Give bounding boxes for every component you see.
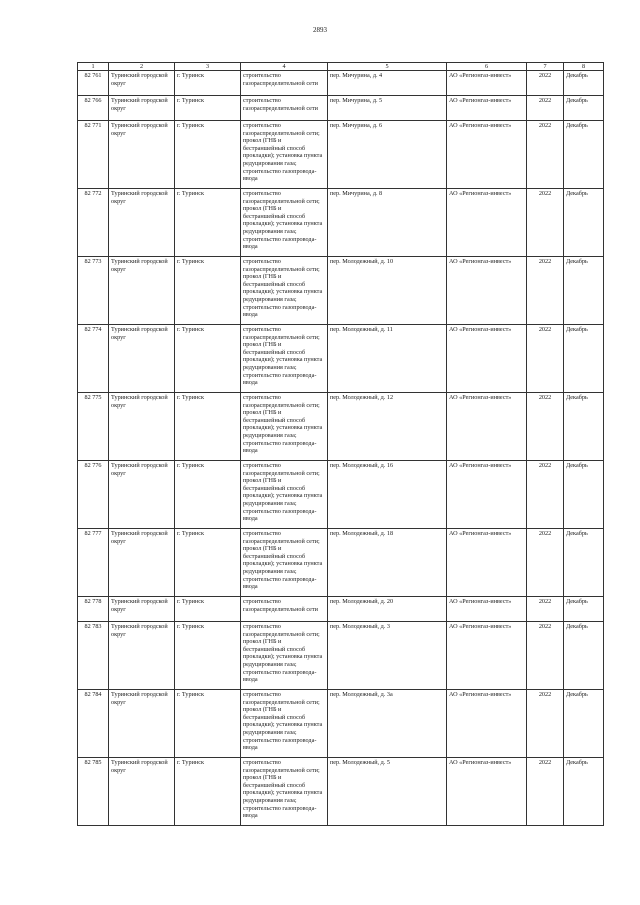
row-number-cell: 82 783 <box>78 622 109 690</box>
locality-cell: г. Туринск <box>175 529 241 597</box>
registry-table <box>77 62 604 826</box>
table-row <box>78 71 604 96</box>
month-cell: Декабрь <box>564 325 604 393</box>
organization-cell: АО «Регионгаз-инвест» <box>447 71 527 96</box>
row-number-cell: 82 784 <box>78 690 109 758</box>
row-number-cell: 82 766 <box>78 96 109 121</box>
address-cell: пер. Молодежный, д. 16 <box>328 461 447 529</box>
row-number-cell: 82 771 <box>78 121 109 189</box>
district-cell: Туринский городской округ <box>109 597 175 622</box>
table-row <box>78 597 604 622</box>
page-number: 2893 <box>313 26 327 34</box>
work-type-cell: строительство газораспределительной сети; прокол (ГНБ и бестраншейный способ прокладки); установка пункта редуцирования газа; строительство газопровода-ввода <box>241 189 328 257</box>
table-header-row <box>78 63 604 71</box>
month-cell: Декабрь <box>564 529 604 597</box>
work-type-cell: строительство газораспределительной сети <box>241 597 328 622</box>
district-cell: Туринский городской округ <box>109 393 175 461</box>
work-type-cell: строительство газораспределительной сети; прокол (ГНБ и бестраншейный способ прокладки); установка пункта редуцирования газа; строительство газопровода-ввода <box>241 257 328 325</box>
district-cell: Туринский городской округ <box>109 325 175 393</box>
locality-cell: г. Туринск <box>175 96 241 121</box>
work-type-cell: строительство газораспределительной сети; прокол (ГНБ и бестраншейный способ прокладки); установка пункта редуцирования газа; строительство газопровода-ввода <box>241 529 328 597</box>
locality-cell: г. Туринск <box>175 325 241 393</box>
year-cell: 2022 <box>527 71 564 96</box>
work-type-cell: строительство газораспределительной сети; прокол (ГНБ и бестраншейный способ прокладки); установка пункта редуцирования газа; строительство газопровода-ввода <box>241 325 328 393</box>
locality-cell: г. Туринск <box>175 461 241 529</box>
address-cell: пер. Мичурина, д. 4 <box>328 71 447 96</box>
column-header: 5 <box>328 63 447 71</box>
year-cell: 2022 <box>527 257 564 325</box>
month-cell: Декабрь <box>564 597 604 622</box>
locality-cell: г. Туринск <box>175 121 241 189</box>
district-cell: Туринский городской округ <box>109 690 175 758</box>
organization-cell: АО «Регионгаз-инвест» <box>447 597 527 622</box>
organization-cell: АО «Регионгаз-инвест» <box>447 96 527 121</box>
district-cell: Туринский городской округ <box>109 189 175 257</box>
locality-cell: г. Туринск <box>175 622 241 690</box>
address-cell: пер. Молодежный, д. 11 <box>328 325 447 393</box>
address-cell: пер. Мичурина, д. 6 <box>328 121 447 189</box>
year-cell: 2022 <box>527 189 564 257</box>
table-row <box>78 325 604 393</box>
locality-cell: г. Туринск <box>175 257 241 325</box>
table-row <box>78 96 604 121</box>
table-row <box>78 758 604 826</box>
year-cell: 2022 <box>527 690 564 758</box>
work-type-cell: строительство газораспределительной сети; прокол (ГНБ и бестраншейный способ прокладки); установка пункта редуцирования газа; строительство газопровода-ввода <box>241 622 328 690</box>
month-cell: Декабрь <box>564 622 604 690</box>
column-header: 7 <box>527 63 564 71</box>
work-type-cell: строительство газораспределительной сети; прокол (ГНБ и бестраншейный способ прокладки); установка пункта редуцирования газа; строительство газопровода-ввода <box>241 393 328 461</box>
organization-cell: АО «Регионгаз-инвест» <box>447 189 527 257</box>
locality-cell: г. Туринск <box>175 71 241 96</box>
work-type-cell: строительство газораспределительной сети <box>241 96 328 121</box>
month-cell: Декабрь <box>564 690 604 758</box>
column-header: 8 <box>564 63 604 71</box>
month-cell: Декабрь <box>564 393 604 461</box>
year-cell: 2022 <box>527 461 564 529</box>
row-number-cell: 82 774 <box>78 325 109 393</box>
table-row <box>78 393 604 461</box>
year-cell: 2022 <box>527 622 564 690</box>
district-cell: Туринский городской округ <box>109 71 175 96</box>
table-row <box>78 121 604 189</box>
work-type-cell: строительство газораспределительной сети; прокол (ГНБ и бестраншейный способ прокладки); установка пункта редуцирования газа; строительство газопровода-ввода <box>241 461 328 529</box>
month-cell: Декабрь <box>564 257 604 325</box>
district-cell: Туринский городской округ <box>109 758 175 826</box>
work-type-cell: строительство газораспределительной сети <box>241 71 328 96</box>
locality-cell: г. Туринск <box>175 758 241 826</box>
year-cell: 2022 <box>527 393 564 461</box>
table-row <box>78 622 604 690</box>
table-row <box>78 461 604 529</box>
month-cell: Декабрь <box>564 461 604 529</box>
column-header: 4 <box>241 63 328 71</box>
locality-cell: г. Туринск <box>175 690 241 758</box>
row-number-cell: 82 775 <box>78 393 109 461</box>
address-cell: пер. Мичурина, д. 5 <box>328 96 447 121</box>
year-cell: 2022 <box>527 597 564 622</box>
organization-cell: АО «Регионгаз-инвест» <box>447 690 527 758</box>
address-cell: пер. Молодежный, д. 20 <box>328 597 447 622</box>
locality-cell: г. Туринск <box>175 189 241 257</box>
work-type-cell: строительство газораспределительной сети; прокол (ГНБ и бестраншейный способ прокладки); установка пункта редуцирования газа; строительство газопровода-ввода <box>241 758 328 826</box>
locality-cell: г. Туринск <box>175 393 241 461</box>
row-number-cell: 82 777 <box>78 529 109 597</box>
month-cell: Декабрь <box>564 71 604 96</box>
column-header: 2 <box>109 63 175 71</box>
year-cell: 2022 <box>527 529 564 597</box>
address-cell: пер. Молодежный, д. 3а <box>328 690 447 758</box>
month-cell: Декабрь <box>564 189 604 257</box>
organization-cell: АО «Регионгаз-инвест» <box>447 257 527 325</box>
organization-cell: АО «Регионгаз-инвест» <box>447 461 527 529</box>
organization-cell: АО «Регионгаз-инвест» <box>447 758 527 826</box>
row-number-cell: 82 778 <box>78 597 109 622</box>
work-type-cell: строительство газораспределительной сети; прокол (ГНБ и бестраншейный способ прокладки); установка пункта редуцирования газа; строительство газопровода-ввода <box>241 121 328 189</box>
organization-cell: АО «Регионгаз-инвест» <box>447 622 527 690</box>
row-number-cell: 82 761 <box>78 71 109 96</box>
address-cell: пер. Молодежный, д. 12 <box>328 393 447 461</box>
column-header: 3 <box>175 63 241 71</box>
address-cell: пер. Мичурина, д. 8 <box>328 189 447 257</box>
row-number-cell: 82 785 <box>78 758 109 826</box>
row-number-cell: 82 773 <box>78 257 109 325</box>
district-cell: Туринский городской округ <box>109 121 175 189</box>
organization-cell: АО «Регионгаз-инвест» <box>447 393 527 461</box>
district-cell: Туринский городской округ <box>109 529 175 597</box>
address-cell: пер. Молодежный, д. 18 <box>328 529 447 597</box>
month-cell: Декабрь <box>564 758 604 826</box>
district-cell: Туринский городской округ <box>109 257 175 325</box>
table-row <box>78 529 604 597</box>
row-number-cell: 82 776 <box>78 461 109 529</box>
address-cell: пер. Молодежный, д. 3 <box>328 622 447 690</box>
table-row <box>78 690 604 758</box>
row-number-cell: 82 772 <box>78 189 109 257</box>
year-cell: 2022 <box>527 758 564 826</box>
year-cell: 2022 <box>527 96 564 121</box>
address-cell: пер. Молодежный, д. 10 <box>328 257 447 325</box>
locality-cell: г. Туринск <box>175 597 241 622</box>
year-cell: 2022 <box>527 121 564 189</box>
month-cell: Декабрь <box>564 96 604 121</box>
work-type-cell: строительство газораспределительной сети; прокол (ГНБ и бестраншейный способ прокладки); установка пункта редуцирования газа; строительство газопровода-ввода <box>241 690 328 758</box>
organization-cell: АО «Регионгаз-инвест» <box>447 325 527 393</box>
organization-cell: АО «Регионгаз-инвест» <box>447 529 527 597</box>
address-cell: пер. Молодежный, д. 5 <box>328 758 447 826</box>
district-cell: Туринский городской округ <box>109 461 175 529</box>
district-cell: Туринский городской округ <box>109 96 175 121</box>
month-cell: Декабрь <box>564 121 604 189</box>
district-cell: Туринский городской округ <box>109 622 175 690</box>
year-cell: 2022 <box>527 325 564 393</box>
column-header: 1 <box>78 63 109 71</box>
table-row <box>78 189 604 257</box>
table-row <box>78 257 604 325</box>
organization-cell: АО «Регионгаз-инвест» <box>447 121 527 189</box>
column-header: 6 <box>447 63 527 71</box>
